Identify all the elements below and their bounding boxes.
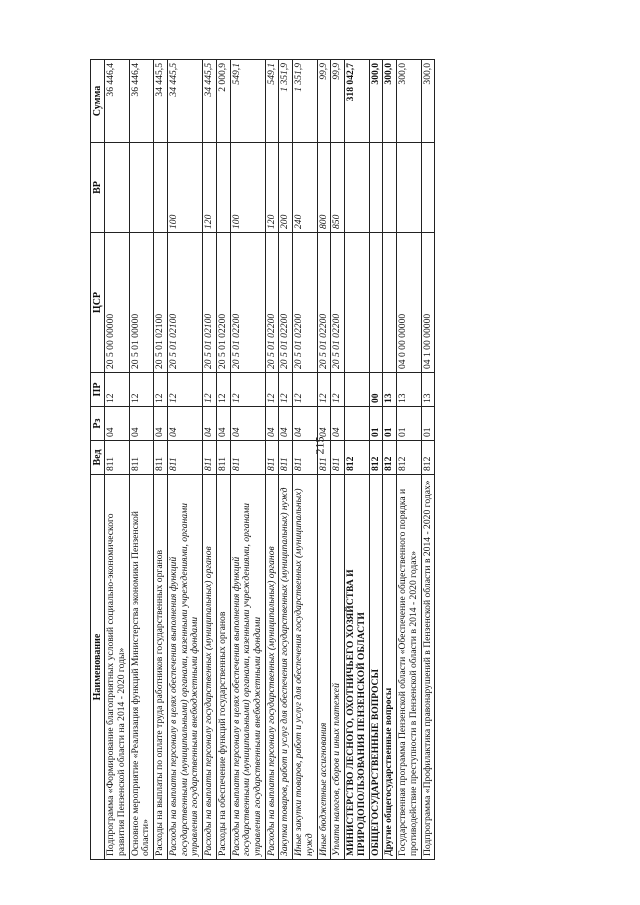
cell-sum: 300,0 (383, 60, 397, 143)
cell-ved: 812 (421, 441, 435, 475)
header-rz: Рз (91, 407, 105, 441)
cell-csr: 20 5 01 00000 (129, 233, 153, 373)
cell-pr: 12 (216, 373, 230, 407)
cell-rz: 04 (317, 407, 331, 441)
cell-name: Расходы на выплаты по оплате труда работников государственных органов (154, 475, 168, 860)
table-row (203, 60, 217, 860)
cell-sum: 300,0 (369, 60, 383, 143)
table-row (383, 60, 397, 860)
cell-ved: 811 (317, 441, 331, 475)
table-row (279, 60, 293, 860)
cell-ved: 812 (345, 441, 369, 475)
cell-vr (105, 143, 129, 233)
cell-csr: 20 5 01 02200 (293, 233, 317, 373)
cell-vr: 240 (293, 143, 317, 233)
cell-ved: 811 (154, 441, 168, 475)
header-csr: ЦСР (91, 233, 105, 373)
cell-vr: 100 (230, 143, 265, 233)
cell-rz: 04 (216, 407, 230, 441)
cell-rz (345, 407, 369, 441)
cell-pr: 12 (129, 373, 153, 407)
cell-vr (345, 143, 369, 233)
cell-name: Расходы на выплаты персоналу в целях обеспечения выполнения функций государственными (муниципальными) органами, казенными учреждениями, органами управления государственными внебюджетными фондами (167, 475, 202, 860)
cell-vr: 850 (331, 143, 345, 233)
cell-vr: 120 (265, 143, 279, 233)
cell-rz: 04 (265, 407, 279, 441)
header-name: Наименование (91, 475, 105, 860)
cell-rz: 04 (279, 407, 293, 441)
cell-csr: 20 5 01 02100 (167, 233, 202, 373)
cell-pr: 12 (331, 373, 345, 407)
cell-vr: 120 (203, 143, 217, 233)
cell-ved: 811 (279, 441, 293, 475)
cell-pr: 13 (397, 373, 421, 407)
cell-csr: 20 5 01 02200 (265, 233, 279, 373)
cell-rz: 01 (383, 407, 397, 441)
table-row (369, 60, 383, 860)
cell-ved: 811 (167, 441, 202, 475)
cell-name: Уплата налогов, сборов и иных платежей (331, 475, 345, 860)
cell-name: Закупка товаров, работ и услуг для обеспечения государственных (муниципальных) нужд (279, 475, 293, 860)
cell-rz: 04 (230, 407, 265, 441)
cell-sum: 300,0 (397, 60, 421, 143)
cell-name: Государственная программа Пензенской области «Обеспечение общественного порядка и противодействие преступности в Пензенской области в 2014 - 2020 годах» (397, 475, 421, 860)
cell-ved: 812 (397, 441, 421, 475)
cell-csr: 20 5 01 02200 (331, 233, 345, 373)
cell-name: Расходы на обеспечение функций государственных органов (216, 475, 230, 860)
cell-csr: 20 5 01 02200 (230, 233, 265, 373)
cell-vr: 200 (279, 143, 293, 233)
cell-pr: 12 (105, 373, 129, 407)
cell-name: МИНИСТЕРСТВО ЛЕСНОГО, ОХОТНИЧЬЕГО ХОЗЯЙСТВА И ПРИРОДОПОЛЬЗОВАНИЯ ПЕНЗЕНСКОЙ ОБЛАСТИ (345, 475, 369, 860)
cell-name: Другие общегосударственные вопросы (383, 475, 397, 860)
cell-ved: 811 (129, 441, 153, 475)
cell-vr (154, 143, 168, 233)
cell-csr: 20 5 01 02100 (203, 233, 217, 373)
cell-sum: 549,1 (230, 60, 265, 143)
cell-sum: 99,9 (331, 60, 345, 143)
cell-sum: 318 042,7 (345, 60, 369, 143)
cell-pr: 12 (167, 373, 202, 407)
cell-name: Расходы на выплаты персоналу в целях обеспечения выполнения функций государственными (муниципальными) органами, казенными учреждениями, органами управления государственными внебюджетными фондами (230, 475, 265, 860)
cell-vr: 800 (317, 143, 331, 233)
cell-pr: 13 (421, 373, 435, 407)
table-row (421, 60, 435, 860)
cell-pr: 12 (154, 373, 168, 407)
table-row (129, 60, 153, 860)
cell-vr (129, 143, 153, 233)
cell-pr: 12 (293, 373, 317, 407)
page-number: 215 (312, 436, 327, 455)
cell-csr (383, 233, 397, 373)
table-body (105, 60, 435, 860)
cell-ved: 811 (293, 441, 317, 475)
cell-name: Расходы на выплаты персоналу государственных (муниципальных) органов (203, 475, 217, 860)
cell-rz: 04 (203, 407, 217, 441)
cell-sum: 1 351,9 (293, 60, 317, 143)
table-header-row (91, 60, 105, 860)
cell-rz: 04 (129, 407, 153, 441)
cell-name: ОБЩЕГОСУДАРСТВЕННЫЕ ВОПРОСЫ (369, 475, 383, 860)
table-row (230, 60, 265, 860)
cell-vr (369, 143, 383, 233)
cell-ved: 811 (230, 441, 265, 475)
cell-pr (345, 373, 369, 407)
cell-csr (369, 233, 383, 373)
cell-name: Подпрограмма «Формирование благоприятных условий социально-экономического развития Пензенской области на 2014 - 2020 годы» (105, 475, 129, 860)
cell-ved: 811 (331, 441, 345, 475)
cell-rz: 01 (397, 407, 421, 441)
cell-pr: 12 (265, 373, 279, 407)
cell-csr: 20 5 01 02200 (216, 233, 230, 373)
cell-pr: 13 (383, 373, 397, 407)
cell-sum: 36 446,4 (105, 60, 129, 143)
cell-rz: 01 (369, 407, 383, 441)
cell-name: Иные закупки товаров, работ и услуг для обеспечения государственных (муниципальных) нужд (293, 475, 317, 860)
cell-name: Расходы на выплаты персоналу государственных (муниципальных) органов (265, 475, 279, 860)
header-ved: Вед (91, 441, 105, 475)
cell-rz: 04 (331, 407, 345, 441)
cell-ved: 812 (383, 441, 397, 475)
cell-csr: 20 5 01 02100 (154, 233, 168, 373)
header-sum: Сумма (91, 60, 105, 143)
cell-ved: 812 (369, 441, 383, 475)
cell-csr: 20 5 01 02200 (279, 233, 293, 373)
cell-csr: 04 1 00 00000 (421, 233, 435, 373)
cell-ved: 811 (265, 441, 279, 475)
cell-name: Подпрограмма «Профилактика правонарушений в Пензенской области в 2014 - 2020 годах» (421, 475, 435, 860)
table-row (293, 60, 317, 860)
cell-sum: 34 445,5 (154, 60, 168, 143)
budget-table-container (90, 60, 530, 860)
header-pr: ПР (91, 373, 105, 407)
cell-pr: 00 (369, 373, 383, 407)
cell-vr (216, 143, 230, 233)
table-row (216, 60, 230, 860)
cell-rz: 01 (421, 407, 435, 441)
table-row (167, 60, 202, 860)
cell-pr: 12 (230, 373, 265, 407)
cell-vr (397, 143, 421, 233)
cell-csr: 20 5 00 00000 (105, 233, 129, 373)
cell-vr: 100 (167, 143, 202, 233)
budget-table (90, 59, 435, 860)
cell-sum: 34 445,5 (203, 60, 217, 143)
cell-csr: 04 0 00 00000 (397, 233, 421, 373)
cell-pr: 12 (203, 373, 217, 407)
table-row (345, 60, 369, 860)
cell-rz: 04 (293, 407, 317, 441)
cell-rz: 04 (167, 407, 202, 441)
cell-sum: 34 445,5 (167, 60, 202, 143)
table-row (331, 60, 345, 860)
table-row (265, 60, 279, 860)
header-vr: ВР (91, 143, 105, 233)
cell-ved: 811 (216, 441, 230, 475)
cell-sum: 549,1 (265, 60, 279, 143)
cell-ved: 811 (203, 441, 217, 475)
cell-name: Основное мероприятие «Реализация функций Министерства экономики Пензенской области» (129, 475, 153, 860)
cell-rz: 04 (105, 407, 129, 441)
cell-vr (421, 143, 435, 233)
cell-sum: 300,0 (421, 60, 435, 143)
table-row (154, 60, 168, 860)
cell-csr (345, 233, 369, 373)
cell-vr (383, 143, 397, 233)
cell-sum: 1 351,9 (279, 60, 293, 143)
cell-pr: 12 (317, 373, 331, 407)
cell-sum: 2 000,9 (216, 60, 230, 143)
cell-csr: 20 5 01 02200 (317, 233, 331, 373)
table-row (397, 60, 421, 860)
cell-sum: 36 446,4 (129, 60, 153, 143)
cell-pr: 12 (279, 373, 293, 407)
cell-rz: 04 (154, 407, 168, 441)
table-row (105, 60, 129, 860)
cell-ved: 811 (105, 441, 129, 475)
cell-sum: 99,9 (317, 60, 331, 143)
cell-name: Иные бюджетные ассигнования (317, 475, 331, 860)
table-row (317, 60, 331, 860)
